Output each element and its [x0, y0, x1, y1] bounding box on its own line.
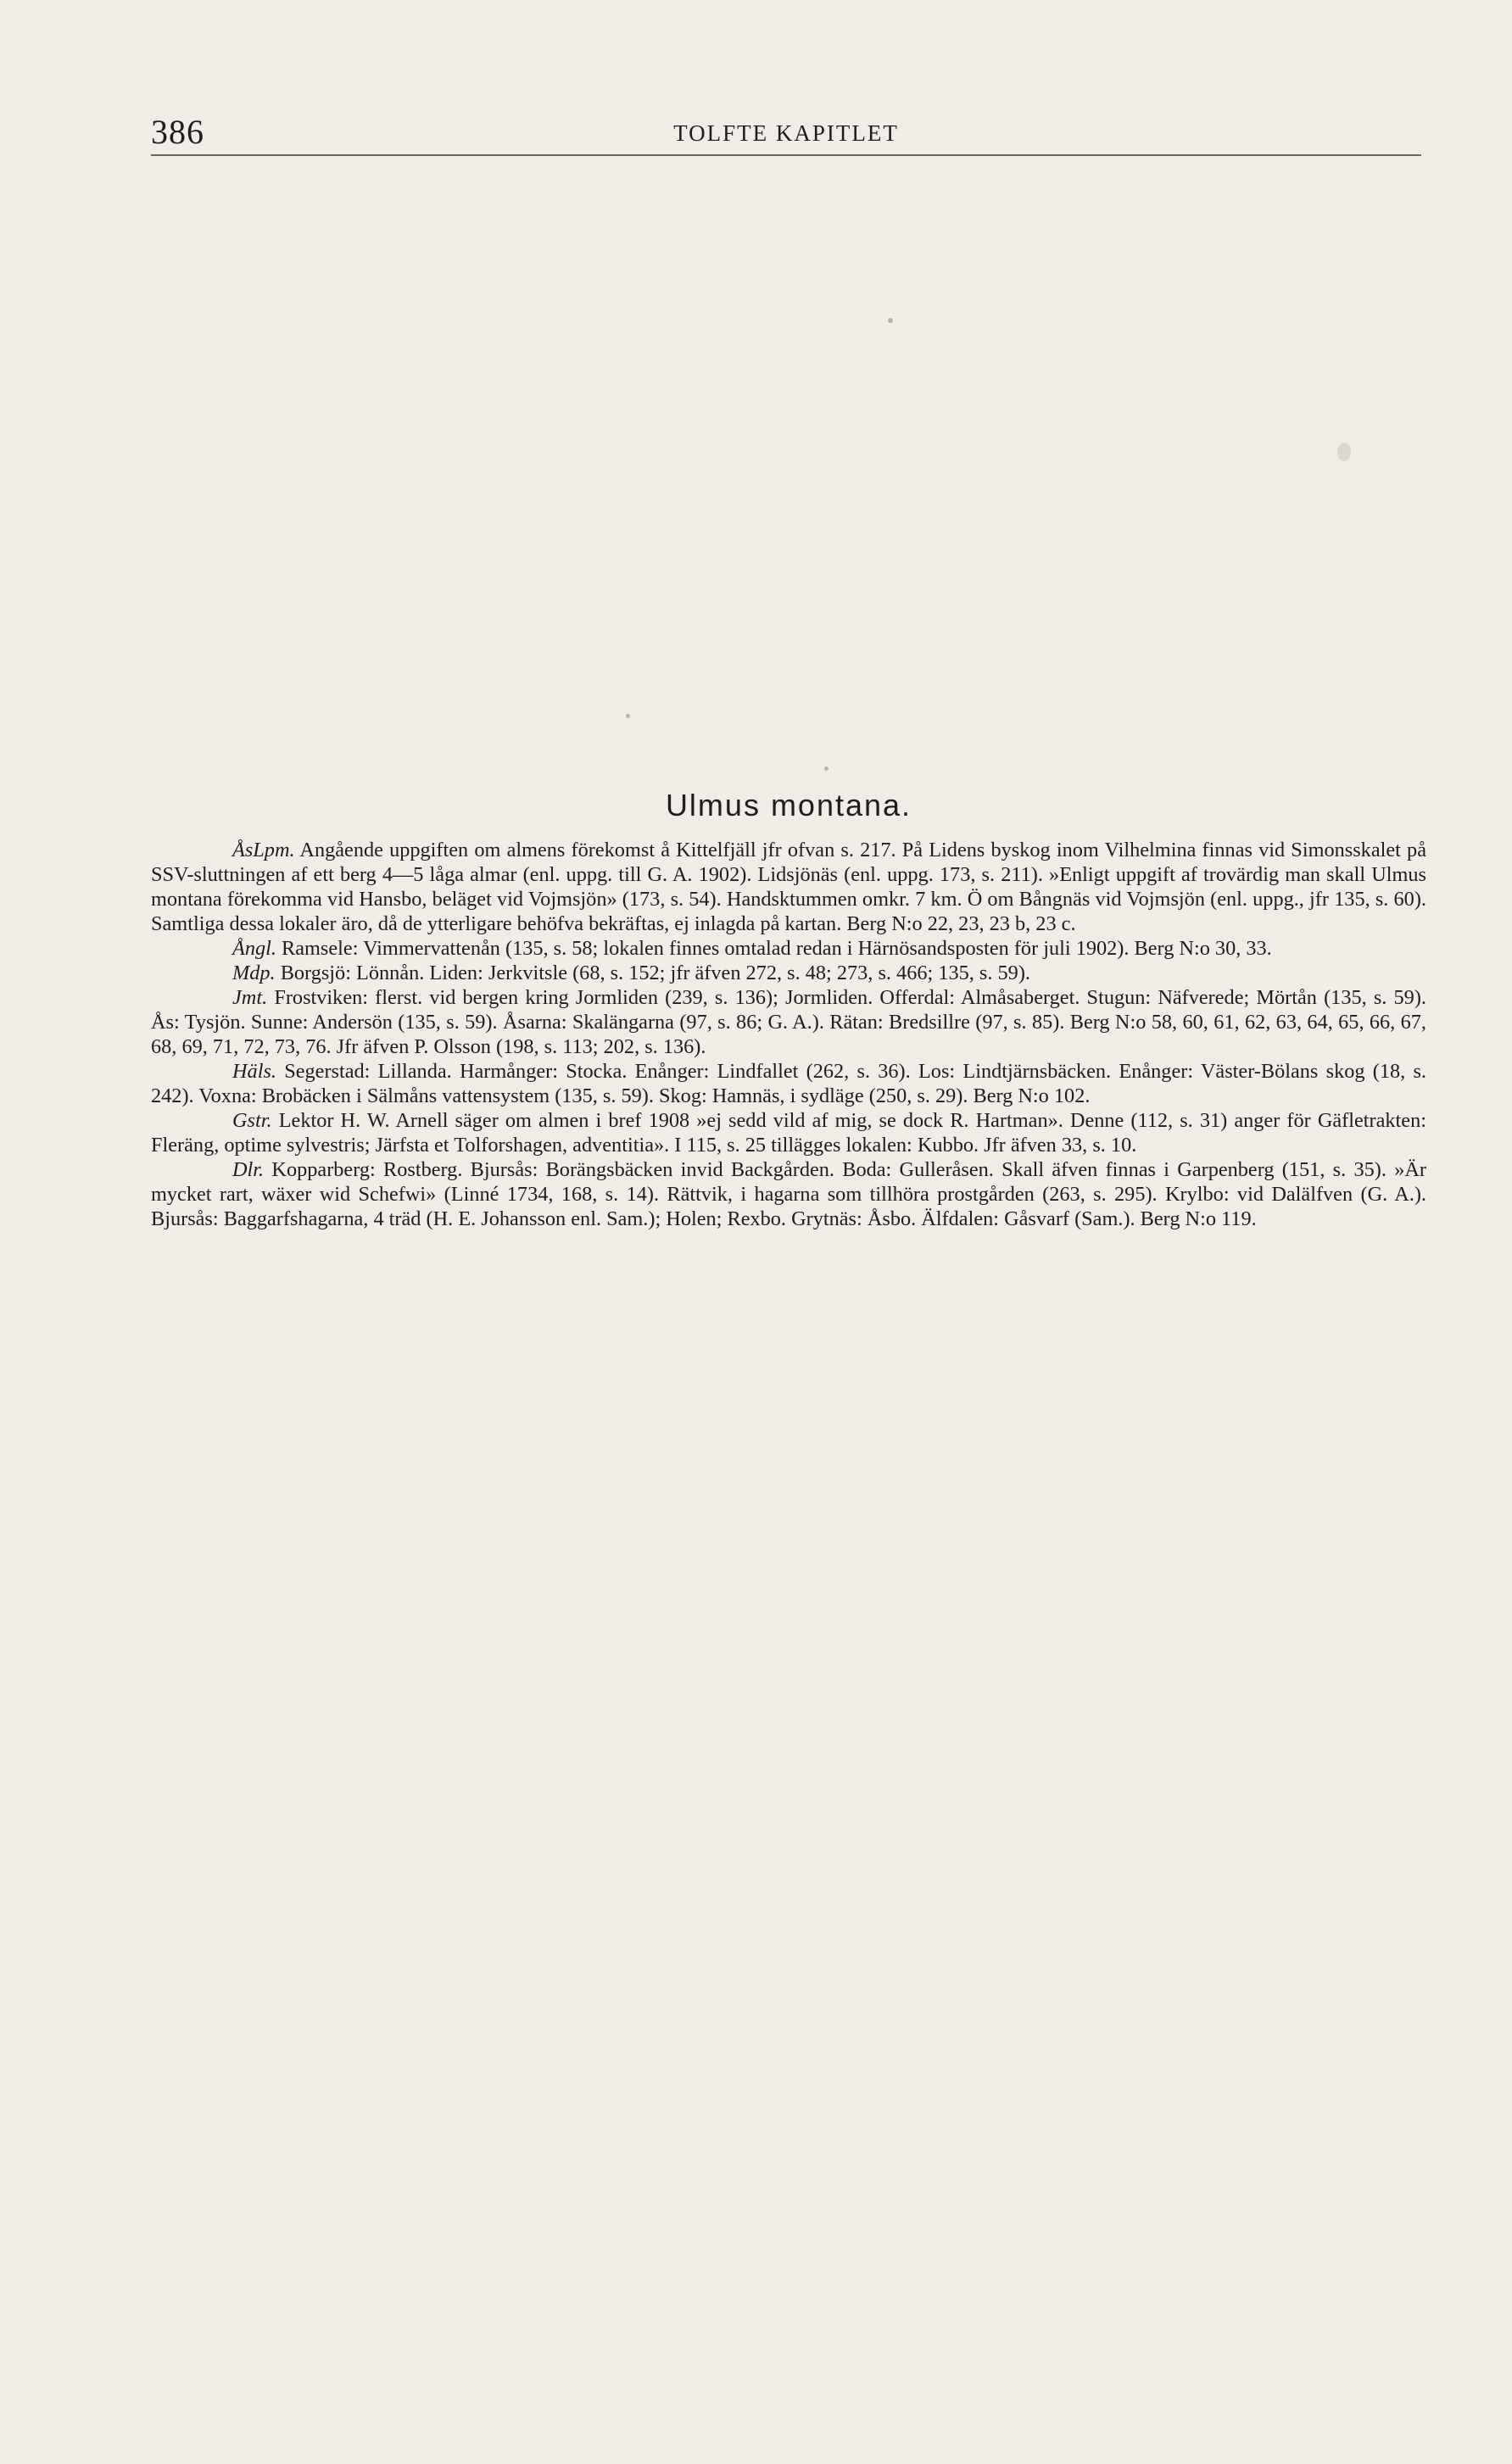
paragraph-dlr: [151, 1157, 1426, 1231]
region-label: Jmt.: [232, 986, 268, 1009]
region-label: Dlr.: [232, 1158, 265, 1181]
chapter-title: TOLFTE KAPITLET: [673, 120, 899, 146]
paragraph-text: Lektor H. W. Arnell säger om almen i bref 1908 »ej sedd vild af mig, se dock R. Hartman». Denne (112, s. 31) anger för Gäfletrakten: Fleräng, optime sylvestris; Järfsta et Tolforshagen, adventitia». I 115, s. 25 tillägges lokalen: Kubbo. Jfr äfven 33, s. 10.: [151, 1109, 1426, 1157]
scan-speck: [1337, 443, 1351, 461]
region-label: ÅsLpm.: [232, 839, 295, 861]
page-header: [151, 115, 1421, 156]
paragraph-text: Angående uppgiften om almens förekomst å Kittelfjäll jfr ofvan s. 217. På Lidens byskog inom Vilhelmina finnas vid Simonsskalet på SSV-sluttningen af ett berg 4—5 låga almar (enl. uppg. till G. A. 1902). Lidsjönäs (enl. uppg. 173, s. 211). »Enligt uppgift af trovärdig man skall Ulmus montana förekomma vid Hansbo, beläget vid Vojmsjön» (173, s. 54). Handsktummen omkr. 7 km. Ö om Bångnäs vid Vojmsjön (enl. uppg., jfr 135, s. 60). Samtliga dessa lokaler äro, då de ytterligare behöfva bekräftas, ej inlagda på kartan. Berg N:o 22, 23, 23 b, 23 c.: [151, 839, 1426, 935]
paragraph-gstr: [151, 1108, 1426, 1157]
scan-speck: [626, 714, 630, 718]
paragraph-text: Ramsele: Vimmervattenån (135, s. 58; lokalen finnes omtalad redan i Härnösandsposten för juli 1902). Berg N:o 30, 33.: [276, 937, 1272, 960]
paragraph-angl: [151, 936, 1426, 961]
paragraph-mdp: [151, 961, 1426, 985]
region-label: Gstr.: [232, 1109, 272, 1132]
region-label: Mdp.: [232, 962, 276, 984]
article: [151, 787, 1426, 1231]
paragraph-aslpm: [151, 838, 1426, 936]
paragraph-hals: [151, 1059, 1426, 1108]
paragraph-text: Borgsjö: Lönnån. Liden: Jerkvitsle (68, s. 152; jfr äfven 272, s. 48; 273, s. 466; 135, s. 59).: [275, 962, 1030, 984]
paragraph-jmt: [151, 985, 1426, 1059]
paragraph-text: Frostviken: flerst. vid bergen kring Jormliden (239, s. 136); Jormliden. Offerdal: Almåsaberget. Stugun: Näfverede; Mörtån (135, s. 59). Ås: Tysjön. Sunne: Andersön (135, s. 59). Åsarna: Skalängarna (97, s. 86; G. A.). Rätan: Bredsillre (97, s. 85). Berg N:o 58, 60, 61, 62, 63, 64, 65, 66, 67, 68, 69, 71, 72, 73, 76. Jfr äfven P. Olsson (198, s. 113; 202, s. 136).: [151, 986, 1426, 1058]
region-label: Häls.: [232, 1060, 276, 1083]
scan-speck: [824, 767, 829, 771]
region-label: Ångl.: [232, 937, 276, 960]
article-title: Ulmus montana.: [665, 788, 912, 822]
paragraph-text: Segerstad: Lillanda. Harmånger: Stocka. Enånger: Lindfallet (262, s. 36). Los: Lindtjärnsbäcken. Enånger: Väster-Bölans skog (18, s. 242). Voxna: Brobäcken i Sälmåns vattensystem (135, s. 59). Skog: Hamnäs, i sydläge (250, s. 29). Berg N:o 102.: [151, 1060, 1426, 1107]
scan-speck: [888, 318, 893, 323]
page-number: 386: [151, 113, 204, 151]
paragraph-text: Kopparberg: Rostberg. Bjursås: Borängsbäcken invid Backgården. Boda: Gulleråsen. Skall äfven finnas i Garpenberg (151, s. 35). »Är mycket rart, wäxer wid Schefwi» (Linné 1734, 168, s. 14). Rättvik, i hagarna som tillhöra prostgården (263, s. 295). Krylbo: vid Dalälfven (G. A.). Bjursås: Baggarfshagarna, 4 träd (H. E. Johansson enl. Sam.); Holen; Rexbo. Grytnäs: Åsbo. Älfdalen: Gåsvarf (Sam.). Berg N:o 119.: [151, 1158, 1426, 1230]
